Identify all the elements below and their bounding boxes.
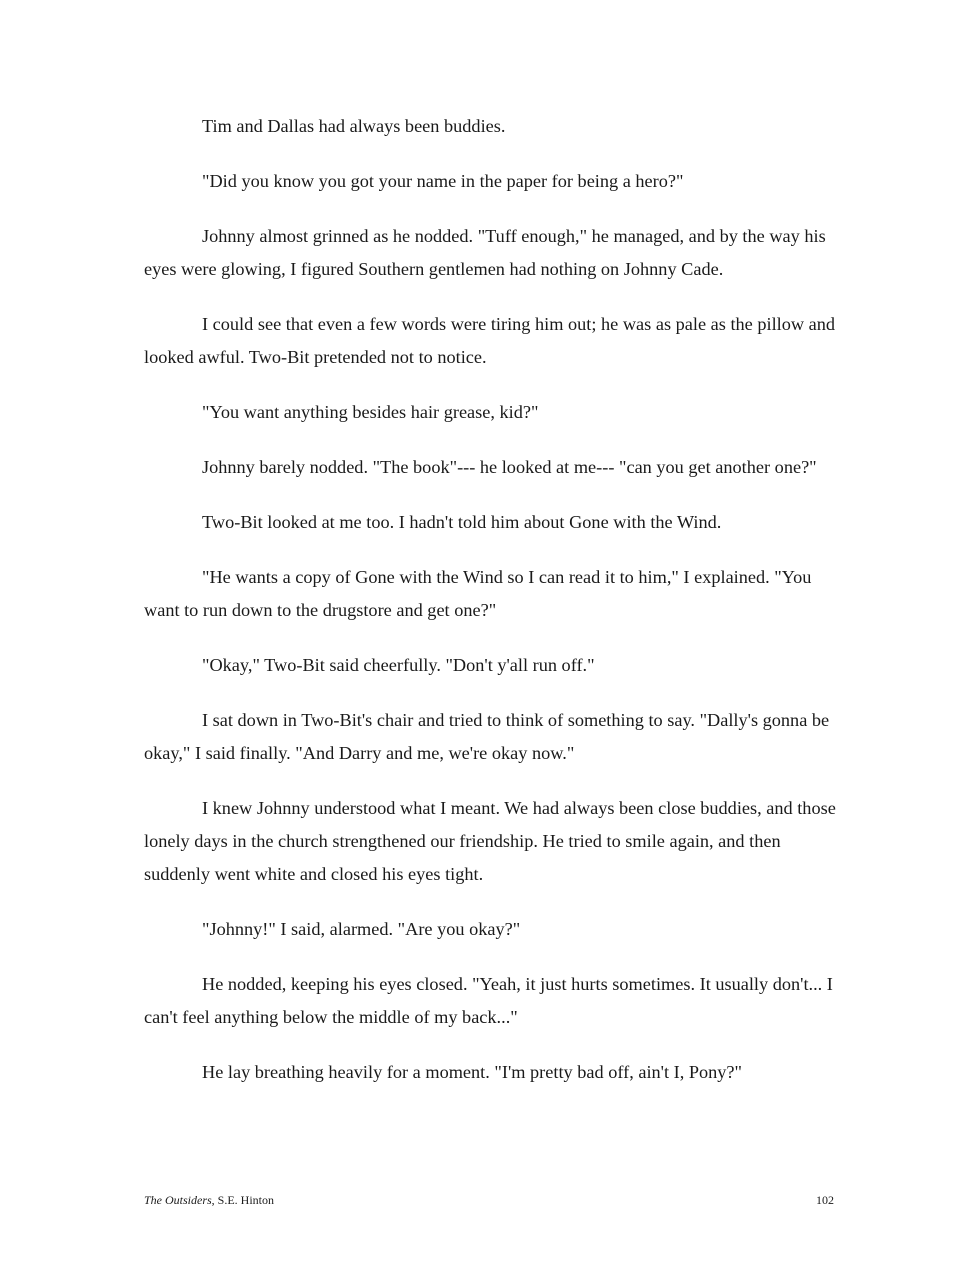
paragraph: I knew Johnny understood what I meant. We had always been close buddies, and those lonely days in the church strengthened our friendship. He tried to smile again, and then suddenly went white and closed his eyes tight.: [144, 798, 836, 884]
footer-book-credit: [144, 1193, 274, 1208]
footer-author: , S.E. Hinton: [211, 1193, 275, 1207]
paragraph: "He wants a copy of Gone with the Wind so I can read it to him," I explained. "You want to run down to the drugstore and get one?": [144, 567, 812, 620]
paragraph: "Johnny!" I said, alarmed. "Are you okay?": [202, 919, 521, 939]
paragraph: Tim and Dallas had always been buddies.: [202, 116, 506, 136]
page-number: 102: [816, 1193, 834, 1207]
paragraph: "Did you know you got your name in the paper for being a hero?": [202, 171, 684, 191]
paragraph: He lay breathing heavily for a moment. "I'm pretty bad off, ain't I, Pony?": [202, 1062, 743, 1082]
paragraph: Two-Bit looked at me too. I hadn't told him about Gone with the Wind.: [202, 512, 722, 532]
paragraph: I could see that even a few words were tiring him out; he was as pale as the pillow and looked awful. Two-Bit pretended not to notice.: [144, 314, 836, 367]
paragraph: He nodded, keeping his eyes closed. "Yeah, it just hurts sometimes. It usually don't... I can't feel anything below the middle of my back...": [144, 974, 833, 1027]
paragraph: Johnny almost grinned as he nodded. "Tuff enough," he managed, and by the way his eyes were glowing, I figured Southern gentlemen had nothing on Johnny Cade.: [144, 226, 826, 279]
paragraph: Johnny barely nodded. "The book"--- he looked at me--- "can you get another one?": [202, 457, 817, 477]
paragraph: I sat down in Two-Bit's chair and tried to think of something to say. "Dally's gonna be okay," I said finally. "And Darry and me, we're okay now.": [144, 710, 830, 763]
footer-book-title: The Outsiders: [144, 1193, 212, 1207]
paragraph: "You want anything besides hair grease, kid?": [202, 402, 539, 422]
page-body: [144, 110, 839, 1111]
paragraph: "Okay," Two-Bit said cheerfully. "Don't y'all run off.": [202, 655, 595, 675]
